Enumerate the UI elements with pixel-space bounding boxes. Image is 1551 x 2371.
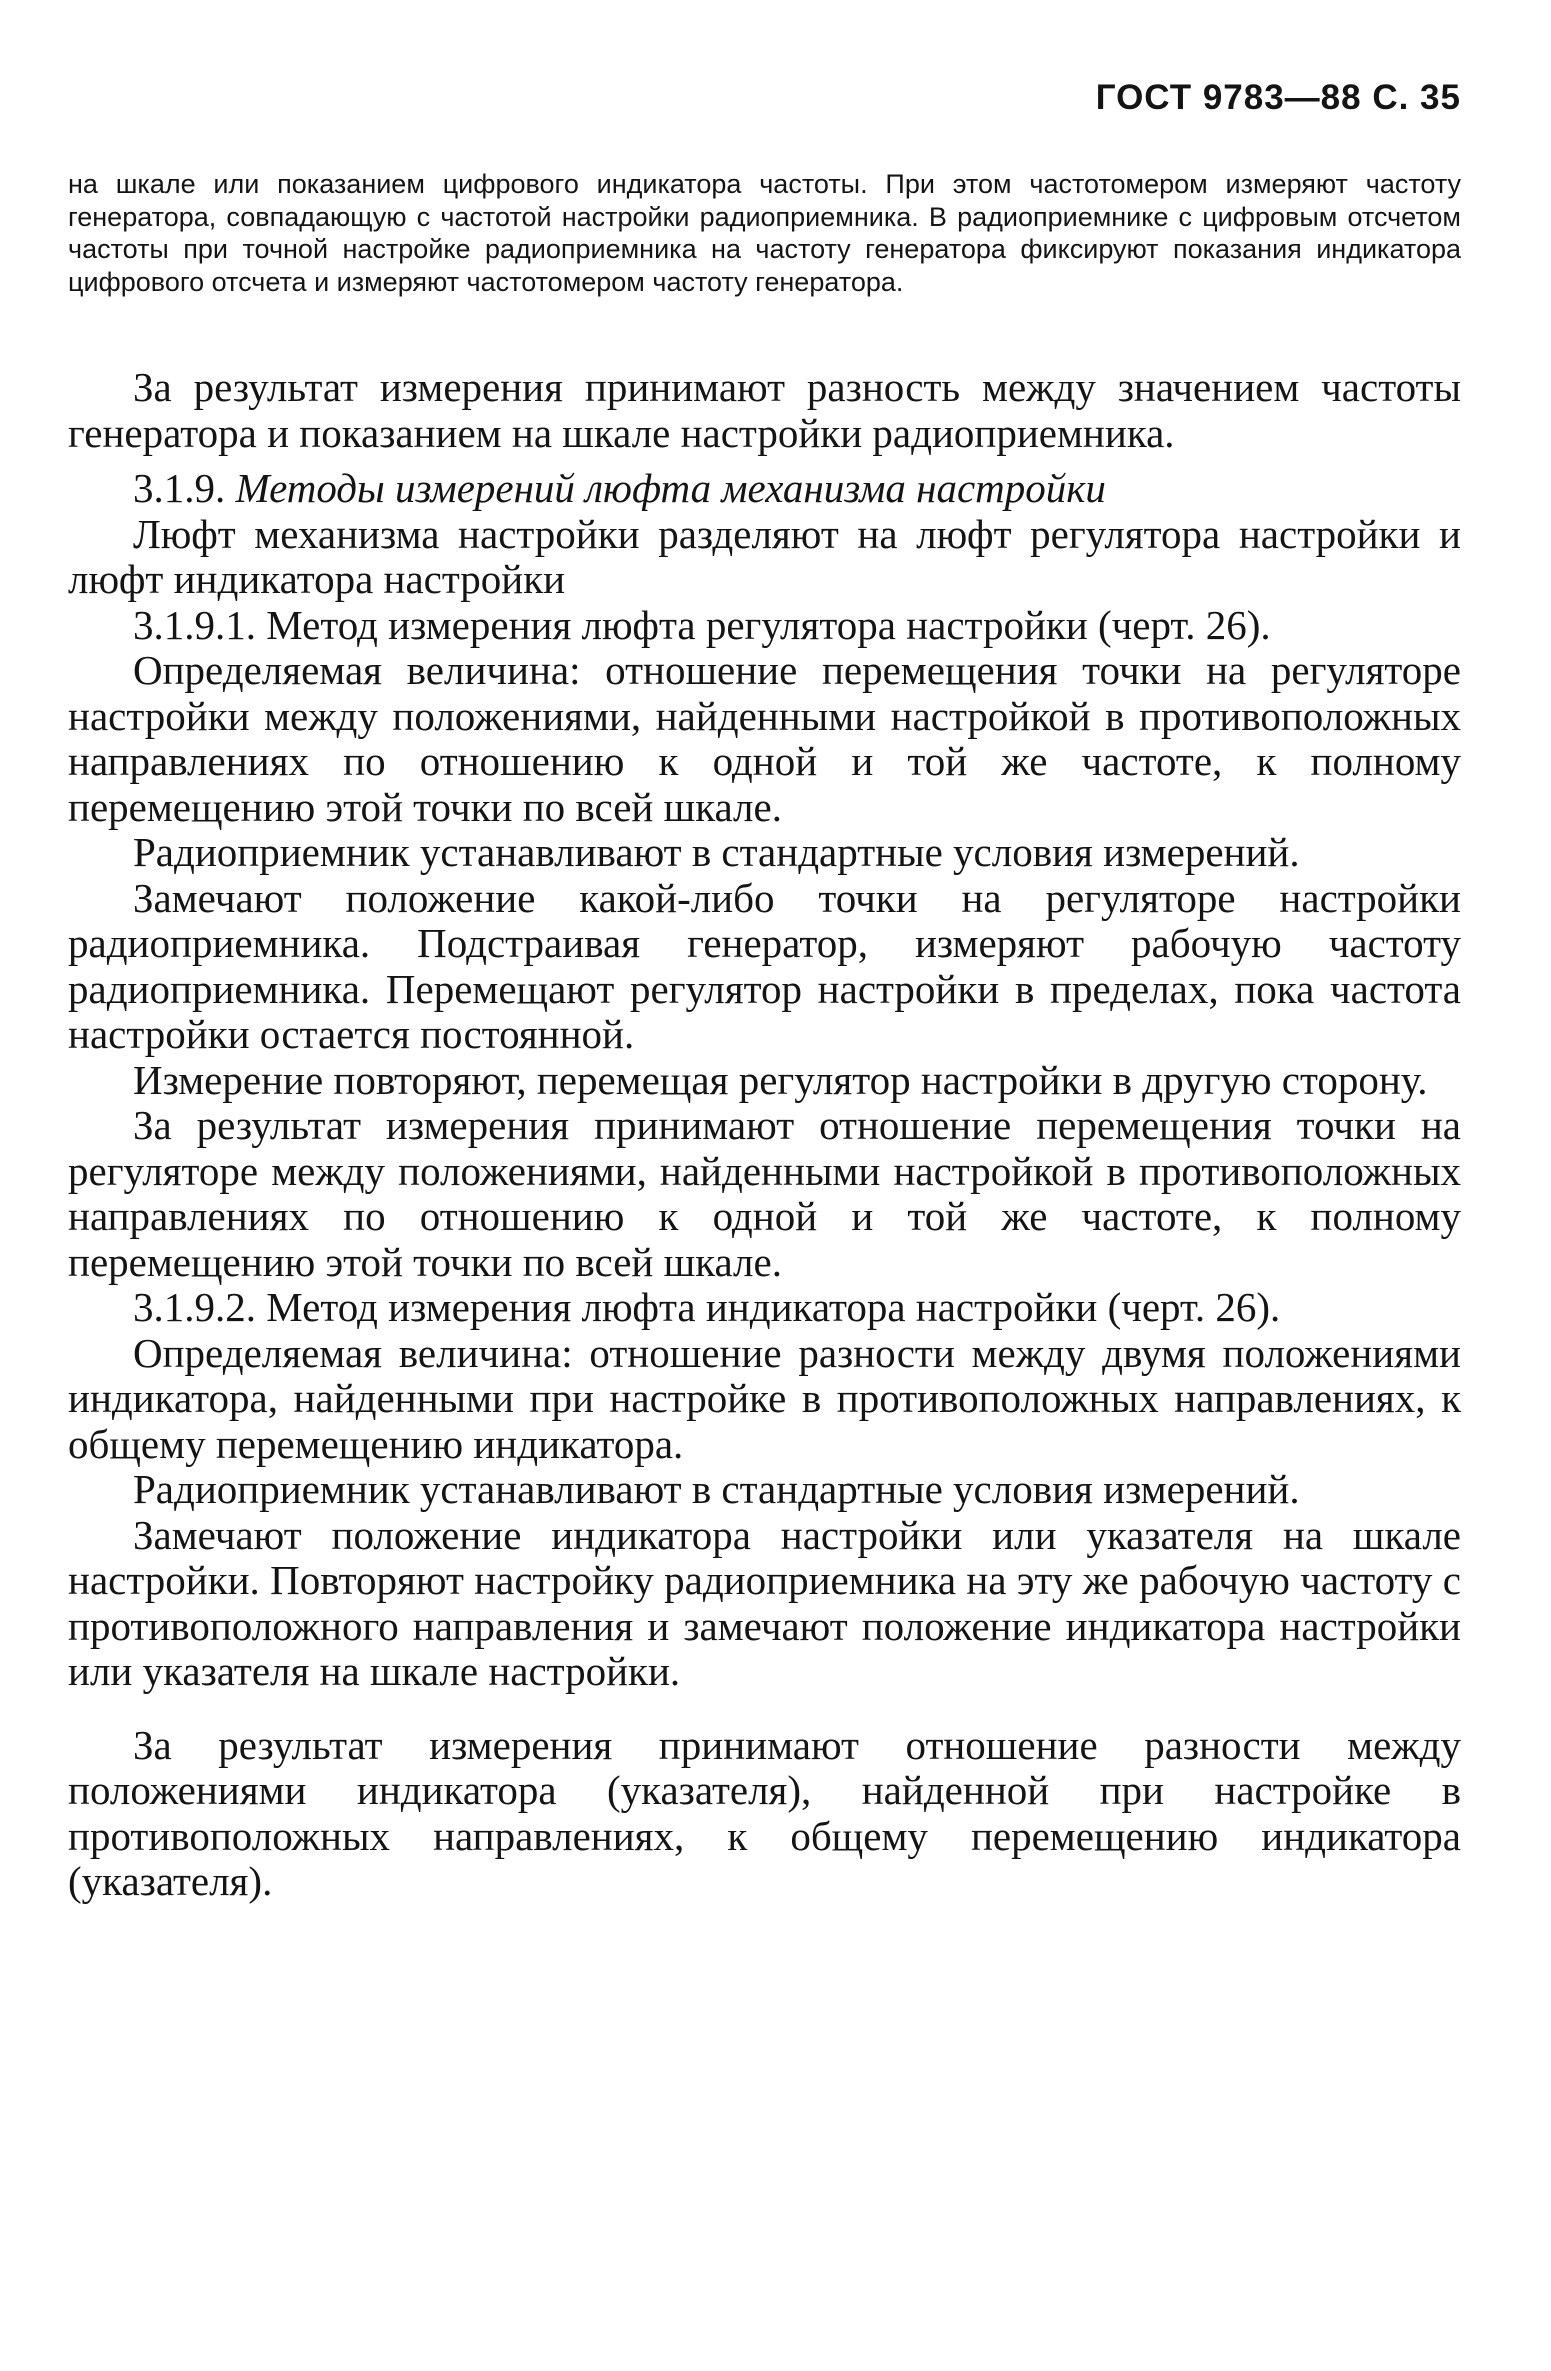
section-number: 3.1.9. xyxy=(133,465,226,511)
paragraph-3-1-9-1: 3.1.9.1. Метод измерения люфта регулятора настройки (черт. 26). xyxy=(133,601,1271,648)
paragraph-result-ratio: За результат измерения принимают отношение перемещения точки на регуляторе между положениями, найденными настройкой в противоположных направлениях по отношению к одной и той же частоте, к полному перемещению этой точки по всей шкале. xyxy=(68,1102,1461,1285)
paragraph-result-indicator: За результат измерения принимают отношение разности между положениями индикатора (указателя), найденной при настройке в противоположных направлениях, к общему перемещению индикатора (указателя). xyxy=(68,1721,1461,1904)
paragraph-defined-value-regulator: Определяемая величина: отношение перемещения точки на регуляторе настройки между положениями, найденными настройкой в противоположных направлениях по отношению к одной и той же частоте, к полному перемещению этой точки по всей шкале. xyxy=(68,647,1461,830)
paragraph-3-1-9-2: 3.1.9.2. Метод измерения люфта индикатора настройки (черт. 26). xyxy=(133,1284,1281,1330)
paragraph-standard-conditions: Радиоприемник устанавливают в стандартные условия измерений. xyxy=(133,829,1300,875)
main-text xyxy=(68,365,1461,1905)
paragraph-standard-conditions-2: Радиоприемник устанавливают в стандартные условия измерений. xyxy=(133,1466,1300,1512)
paragraph-backlash-split: Люфт механизма настройки разделяют на люфт регулятора настройки и люфт индикатора настройки xyxy=(68,510,1461,602)
continued-small-text: на шкале или показанием цифрового индикатора частоты. При этом частотомером измеряют частоту генератора, совпадающую с частотой настройки радиоприемника. В радиоприемнике с цифровым отсчетом частоты при точной настройке радиоприемника на частоту генератора фиксируют показания индикатора цифрового отсчета и измеряют частотомером частоту генератора. xyxy=(68,169,1461,297)
paragraph-result-difference: За результат измерения принимают разность между значением частоты генератора и показанием на шкале настройки радиоприемника. xyxy=(68,364,1461,456)
paragraph-mark-indicator: Замечают положение индикатора настройки или указателя на шкале настройки. Повторяют настройку радиоприемника на эту же рабочую частоту с противоположного направления и замечают положение индикатора настройки или указателя на шкале настройки. xyxy=(68,1511,1461,1694)
paragraph-mark-point: Замечают положение какой-либо точки на регуляторе настройки радиоприемника. Подстраивая генератор, измеряют рабочую частоту радиоприемника. Перемещают регулятор настройки в пределах, пока частота настройки остается постоянной. xyxy=(68,874,1461,1057)
paragraph-repeat-measurement: Измерение повторяют, перемещая регулятор настройки в другую сторону. xyxy=(133,1056,1428,1103)
section-heading-3-1-9 xyxy=(68,466,1461,512)
section-title: Методы измерений люфта механизма настройки xyxy=(235,465,1106,511)
paragraph-defined-value-indicator: Определяемая величина: отношение разности между двумя положениями индикатора, найденными при настройке в противоположных направлениях, к общему перемещению индикатора. xyxy=(68,1329,1461,1467)
page-running-head: ГОСТ 9783—88 С. 35 xyxy=(1095,78,1461,117)
